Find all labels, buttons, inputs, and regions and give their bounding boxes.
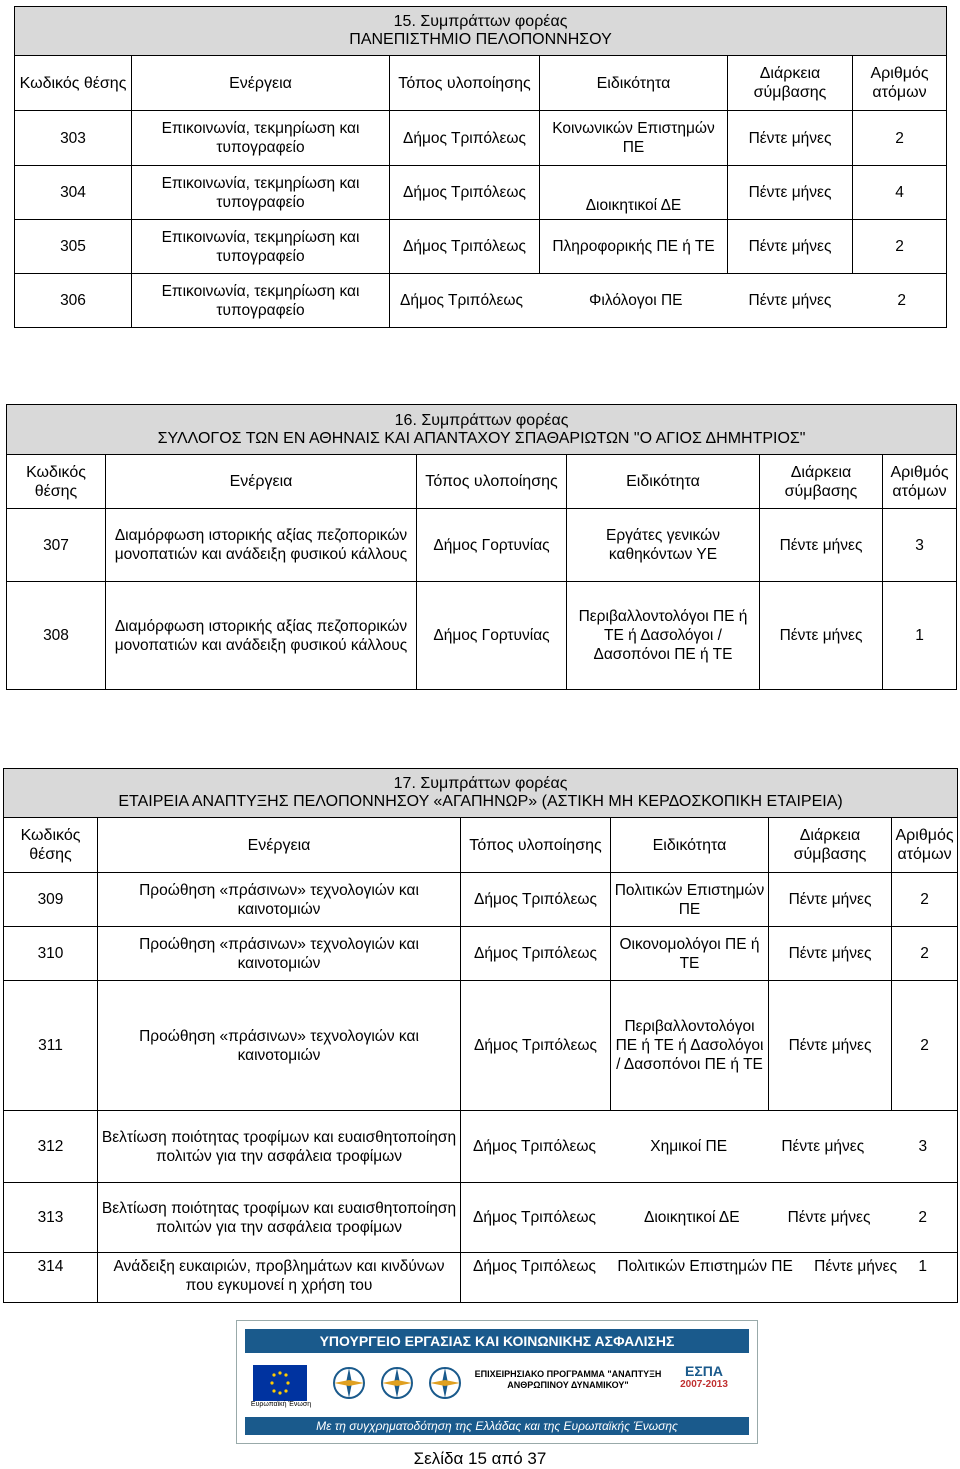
- cell-action: Διαμόρφωση ιστορικής αξίας πεζοπορικών μονοπατιών και ανάδειξη φυσικού κάλλους: [106, 582, 417, 690]
- cofunding-banner: Με τη συγχρηματοδότηση της Ελλάδας και της Ευρωπαϊκής Ένωσης: [245, 1417, 749, 1435]
- cell-action: Προώθηση «πράσινων» τεχνολογιών και καινοτομιών: [98, 873, 461, 927]
- section17-subtitle: ΕΤΑΙΡΕΙΑ ΑΝΑΠΤΥΞΗΣ ΠΕΛΟΠΟΝΝΗΣΟΥ «ΑΓΑΠΗΝΩΡ» (ΑΣΤΙΚΗ ΜΗ ΚΕΡΔΟΣΚΟΠΙΚΗ ΕΤΑΙΡΕΙΑ): [118, 793, 843, 810]
- table-row: [15, 111, 947, 166]
- eu-label: Ευρωπαϊκή Ένωση: [250, 1401, 312, 1408]
- cell-place: Δήμος Τριπόλεως: [400, 292, 524, 309]
- cell-duration: Πέντε μήνες: [728, 111, 853, 166]
- cell-duration: Πέντε μήνες: [769, 873, 892, 927]
- header-action: Ενέργεια: [132, 56, 390, 111]
- header-specialty: Ειδικότητα: [540, 56, 728, 111]
- cell-specialty: Πληροφορικής ΠΕ ή ΤΕ: [540, 220, 728, 274]
- cell-place: Δήμος Τριπόλεως: [461, 981, 611, 1111]
- header-action: Ενέργεια: [106, 455, 417, 509]
- compass-logo-icon: [427, 1365, 463, 1401]
- cell-place: Δήμος Τριπόλεως: [461, 873, 611, 927]
- cell-specialty: Διοικητικοί ΔΕ: [644, 1209, 740, 1226]
- cell-duration: Πέντε μήνες: [769, 927, 892, 981]
- cell-action: Επικοινωνία, τεκμηρίωση και τυπογραφείο: [132, 111, 390, 166]
- cell-action: Επικοινωνία, τεκμηρίωση και τυπογραφείο: [132, 274, 390, 328]
- cell-merged: [461, 1253, 958, 1303]
- cell-specialty: Χημικοί ΠΕ: [650, 1138, 728, 1155]
- compass-logo-icon: [379, 1365, 415, 1401]
- cell-merged: [461, 1183, 958, 1253]
- cell-code: 306: [15, 274, 132, 328]
- table-row: [4, 1183, 958, 1253]
- cell-code: 308: [7, 582, 106, 690]
- cell-persons: 2: [892, 873, 958, 927]
- section16-title-cell: [7, 405, 957, 455]
- cell-persons: 2: [892, 927, 958, 981]
- cell-place: Δήμος Τριπόλεως: [473, 1258, 597, 1275]
- header-action: Ενέργεια: [98, 818, 461, 873]
- cell-action: Προώθηση «πράσινων» τεχνολογιών και καινοτομιών: [98, 981, 461, 1111]
- cell-action: Βελτίωση ποιότητας τροφίμων και ευαισθητοποίηση πολιτών για την ασφάλεια τροφίμων: [98, 1183, 461, 1253]
- section17-title-cell: [4, 769, 958, 818]
- cell-code: 305: [15, 220, 132, 274]
- header-persons: Αριθμός ατόμων: [853, 56, 947, 111]
- cell-code: 313: [4, 1183, 98, 1253]
- cell-place: Δήμος Τριπόλεως: [473, 1138, 597, 1155]
- cell-code: 314: [4, 1253, 98, 1303]
- table-row: [4, 1111, 958, 1183]
- table-row: [7, 509, 957, 582]
- cell-code: 304: [15, 166, 132, 220]
- compass-logo-icon: [331, 1365, 367, 1401]
- cell-action: Προώθηση «πράσινων» τεχνολογιών και καινοτομιών: [98, 927, 461, 981]
- cell-persons: 4: [853, 166, 947, 220]
- section16-table: [6, 404, 957, 690]
- cell-specialty: Κοινωνικών Επιστημών ΠΕ: [540, 111, 728, 166]
- cell-place: Δήμος Τριπόλεως: [390, 220, 540, 274]
- cell-duration: Πέντε μήνες: [769, 981, 892, 1111]
- section15-subtitle: ΠΑΝΕΠΙΣΤΗΜΙΟ ΠΕΛΟΠΟΝΝΗΣΟΥ: [349, 31, 612, 48]
- espa-years: 2007-2013: [680, 1379, 728, 1390]
- cell-action: Επικοινωνία, τεκμηρίωση και τυπογραφείο: [132, 220, 390, 274]
- cell-duration: Πέντε μήνες: [760, 582, 883, 690]
- cell-specialty: Πολιτικών Επιστημών ΠΕ: [611, 873, 769, 927]
- header-persons: Αριθμός ατόμων: [883, 455, 957, 509]
- cell-persons: 2: [918, 1209, 928, 1226]
- cell-persons: 2: [853, 220, 947, 274]
- cell-place: Δήμος Τριπόλεως: [473, 1209, 597, 1226]
- header-code: Κωδικός θέσης: [15, 56, 132, 111]
- cell-persons: 2: [853, 111, 947, 166]
- table-row: [15, 166, 947, 220]
- cell-specialty: Διοικητικοί ΔΕ: [540, 166, 728, 220]
- ministry-banner: ΥΠΟΥΡΓΕΙΟ ΕΡΓΑΣΙΑΣ ΚΑΙ ΚΟΙΝΩΝΙΚΗΣ ΑΣΦΑΛΙΣΗΣ: [245, 1329, 749, 1353]
- header-place: Τόπος υλοποίησης: [461, 818, 611, 873]
- header-place: Τόπος υλοποίησης: [390, 56, 540, 111]
- cell-place: Δήμος Τριπόλεως: [461, 927, 611, 981]
- header-place: Τόπος υλοποίησης: [417, 455, 567, 509]
- section16-title: 16. Συμπράττων φορέας: [394, 411, 569, 429]
- cell-code: 303: [15, 111, 132, 166]
- cell-specialty: Περιβαλλοντολόγοι ΠΕ ή ΤΕ ή Δασολόγοι / Δασοπόνοι ΠΕ ή ΤΕ: [567, 582, 760, 690]
- cell-merged: [461, 1111, 958, 1183]
- header-duration: Διάρκεια σύμβασης: [728, 56, 853, 111]
- section16-subtitle: ΣΥΛΛΟΓΟΣ ΤΩΝ ΕΝ ΑΘΗΝΑΙΣ ΚΑΙ ΑΠΑΝΤΑΧΟΥ ΣΠΑΘΑΡΙΩΤΩΝ "Ο ΑΓΙΟΣ ΔΗΜΗΤΡΙΟΣ": [157, 429, 806, 447]
- cell-persons: 2: [897, 292, 907, 309]
- table-row: [15, 220, 947, 274]
- section17-title: 17. Συμπράττων φορέας: [393, 775, 568, 792]
- cell-code: 307: [7, 509, 106, 582]
- cell-merged: [390, 274, 947, 328]
- cell-place: Δήμος Γορτυνίας: [417, 582, 567, 690]
- page-number: Σελίδα 15 από 37: [413, 1449, 547, 1468]
- cell-specialty: Εργάτες γενικών καθηκόντων ΥΕ: [567, 509, 760, 582]
- cell-duration: Πέντε μήνες: [814, 1258, 898, 1275]
- cell-duration: Πέντε μήνες: [728, 220, 853, 274]
- cell-duration: Πέντε μήνες: [760, 509, 883, 582]
- cell-specialty: Πολιτικών Επιστημών ΠΕ: [617, 1258, 793, 1275]
- cell-action: Διαμόρφωση ιστορικής αξίας πεζοπορικών μονοπατιών και ανάδειξη φυσικού κάλλους: [106, 509, 417, 582]
- cell-specialty: Φιλόλογοι ΠΕ: [589, 292, 683, 309]
- funding-banner: [236, 1320, 758, 1444]
- cell-specialty: Περιβαλλοντολόγοι ΠΕ ή ΤΕ ή Δασολόγοι / Δασοπόνοι ΠΕ ή ΤΕ: [611, 981, 769, 1111]
- section15-table: [14, 6, 947, 328]
- header-persons: Αριθμός ατόμων: [892, 818, 958, 873]
- eu-flag-icon: [253, 1365, 307, 1401]
- header-specialty: Ειδικότητα: [611, 818, 769, 873]
- header-code: Κωδικός θέσης: [7, 455, 106, 509]
- cell-duration: Πέντε μήνες: [787, 1209, 871, 1226]
- cell-code: 309: [4, 873, 98, 927]
- cell-persons: 1: [918, 1258, 928, 1275]
- cell-place: Δήμος Γορτυνίας: [417, 509, 567, 582]
- cell-duration: Πέντε μήνες: [748, 292, 832, 309]
- section17-table: [3, 768, 958, 1303]
- cell-persons: 3: [918, 1138, 928, 1155]
- cell-specialty: Οικονομολόγοι ΠΕ ή ΤΕ: [611, 927, 769, 981]
- cell-place: Δήμος Τριπόλεως: [390, 166, 540, 220]
- espa-logo: [669, 1363, 739, 1407]
- cell-persons: 3: [883, 509, 957, 582]
- header-specialty: Ειδικότητα: [567, 455, 760, 509]
- cell-action: Βελτίωση ποιότητας τροφίμων και ευαισθητοποίηση πολιτών για την ασφάλεια τροφίμων: [98, 1111, 461, 1183]
- cell-persons: 1: [883, 582, 957, 690]
- cell-duration: Πέντε μήνες: [781, 1138, 865, 1155]
- programme-label: ΕΠΙΧΕΙΡΗΣΙΑΚΟ ΠΡΟΓΡΑΜΜΑ "ΑΝΑΠΤΥΞΗ ΑΝΘΡΩΠΙΝΟΥ ΔΥΝΑΜΙΚΟΥ": [474, 1369, 662, 1390]
- cell-action: Ανάδειξη ευκαιριών, προβλημάτων και κινδύνων που εγκυμονεί η χρήση του: [98, 1253, 461, 1303]
- table-row: [15, 274, 947, 328]
- table-row: [4, 927, 958, 981]
- cell-code: 310: [4, 927, 98, 981]
- table-row: [4, 1253, 958, 1303]
- espa-label: ΕΣΠΑ: [685, 1363, 723, 1379]
- cell-duration: Πέντε μήνες: [728, 166, 853, 220]
- cell-place: Δήμος Τριπόλεως: [390, 111, 540, 166]
- table-row: [4, 981, 958, 1111]
- cell-code: 312: [4, 1111, 98, 1183]
- cell-persons: 2: [892, 981, 958, 1111]
- section15-title: 15. Συμπράττων φορέας: [393, 13, 568, 30]
- header-duration: Διάρκεια σύμβασης: [769, 818, 892, 873]
- logos-row: [245, 1359, 749, 1411]
- header-code: Κωδικός θέσης: [4, 818, 98, 873]
- table-row: [4, 873, 958, 927]
- cell-action: Επικοινωνία, τεκμηρίωση και τυπογραφείο: [132, 166, 390, 220]
- header-duration: Διάρκεια σύμβασης: [760, 455, 883, 509]
- cell-code: 311: [4, 981, 98, 1111]
- table-row: [7, 582, 957, 690]
- section15-title-cell: [15, 7, 947, 56]
